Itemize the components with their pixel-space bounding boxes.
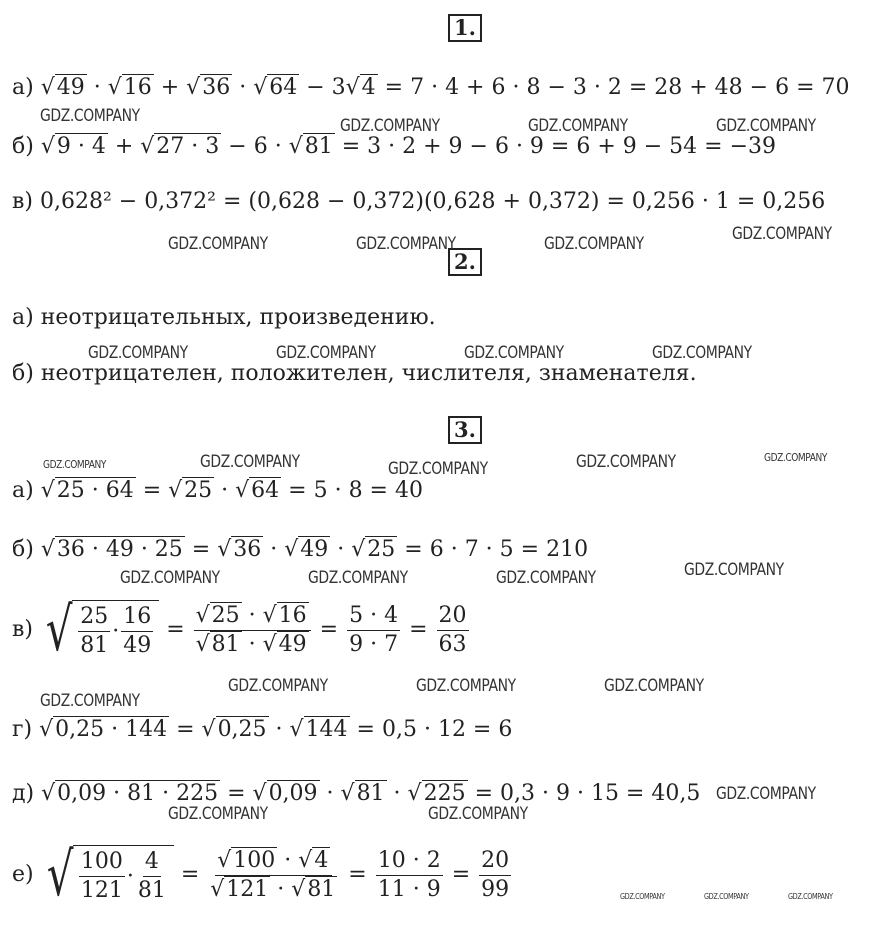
watermark: GDZ.COMPANY bbox=[416, 676, 516, 696]
task-number-2: 2. bbox=[448, 248, 482, 276]
watermark: GDZ.COMPANY bbox=[732, 224, 832, 244]
watermark: GDZ.COMPANY bbox=[356, 234, 456, 254]
task2-line-a: а) неотрицательных, произведению. bbox=[12, 305, 436, 330]
task1-line-a: а) √49 · √16 + √36 · √64 − 3√4 = 7 · 4 + 6 · 8 − 3 · 2 = 28 + 48 − 6 = 70 bbox=[12, 75, 850, 100]
watermark: GDZ.COMPANY bbox=[40, 106, 140, 126]
watermark: GDZ.COMPANY bbox=[576, 452, 676, 472]
task3-line-v: в) √ $\frac{25}{81}$ · $\frac{16}{49}$ = $\frac{√25 \cdot √16}{√81 \cdot √49}$ = $\frac{5 \cdot 4}{9 \cdot 7}$ = $\frac{20}{63}$ bbox=[12, 595, 467, 665]
task-number-3: 3. bbox=[448, 416, 482, 444]
watermark: GDZ.COMPANY bbox=[704, 892, 749, 901]
watermark: GDZ.COMPANY bbox=[788, 892, 833, 901]
task3-line-b: б) √36 · 49 · 25 = √36 · √49 · √25 = 6 · 7 · 5 = 210 bbox=[12, 537, 589, 562]
watermark: GDZ.COMPANY bbox=[604, 676, 704, 696]
watermark: GDZ.COMPANY bbox=[168, 804, 268, 824]
watermark: GDZ.COMPANY bbox=[228, 676, 328, 696]
watermark: GDZ.COMPANY bbox=[544, 234, 644, 254]
watermark: GDZ.COMPANY bbox=[620, 892, 665, 901]
watermark: GDZ.COMPANY bbox=[684, 560, 784, 580]
watermark: GDZ.COMPANY bbox=[652, 343, 752, 363]
task-number-1: 1. bbox=[448, 14, 482, 42]
task3-line-a: а) √25 · 64 = √25 · √64 = 5 · 8 = 40 bbox=[12, 478, 423, 503]
watermark: GDZ.COMPANY bbox=[528, 116, 628, 136]
task3-line-g: г) √0,25 · 144 = √0,25 · √144 = 0,5 · 12 = 6 bbox=[12, 717, 513, 742]
task3-line-e: е) √ $\frac{100}{121}$ · $\frac{4}{81}$ = $\frac{√100 \cdot √4}{√121 \cdot √81}$ = $\frac{10 \cdot 2}{11 \cdot 9}$ = $\frac{20}{99}$ bbox=[12, 840, 510, 910]
watermark: GDZ.COMPANY bbox=[276, 343, 376, 363]
watermark: GDZ.COMPANY bbox=[168, 234, 268, 254]
task1-line-c: в) 0,628² − 0,372² = (0,628 − 0,372)(0,628 + 0,372) = 0,256 · 1 = 0,256 bbox=[12, 189, 826, 214]
watermark: GDZ.COMPANY bbox=[200, 452, 300, 472]
watermark: GDZ.COMPANY bbox=[308, 568, 408, 588]
watermark: GDZ.COMPANY bbox=[464, 343, 564, 363]
task2-line-b: б) неотрицателен, положителен, числителя, знаменателя. bbox=[12, 361, 697, 386]
watermark: GDZ.COMPANY bbox=[40, 691, 140, 711]
watermark: GDZ.COMPANY bbox=[340, 116, 440, 136]
watermark: GDZ.COMPANY bbox=[496, 568, 596, 588]
task3-line-d: д) √0,09 · 81 · 225 = √0,09 · √81 · √225 = 0,3 · 9 · 15 = 40,5 bbox=[12, 781, 701, 806]
watermark: GDZ.COMPANY bbox=[120, 568, 220, 588]
watermark: GDZ.COMPANY bbox=[764, 451, 827, 464]
watermark: GDZ.COMPANY bbox=[428, 804, 528, 824]
watermark: GDZ.COMPANY bbox=[88, 343, 188, 363]
watermark: GDZ.COMPANY bbox=[43, 458, 106, 471]
watermark: GDZ.COMPANY bbox=[716, 784, 816, 804]
watermark: GDZ.COMPANY bbox=[716, 116, 816, 136]
task1-line-b: б) √9 · 4 + √27 · 3 − 6 · √81 = 3 · 2 + 9 − 6 · 9 = 6 + 9 − 54 = −39 bbox=[12, 134, 777, 159]
watermark: GDZ.COMPANY bbox=[388, 459, 488, 479]
